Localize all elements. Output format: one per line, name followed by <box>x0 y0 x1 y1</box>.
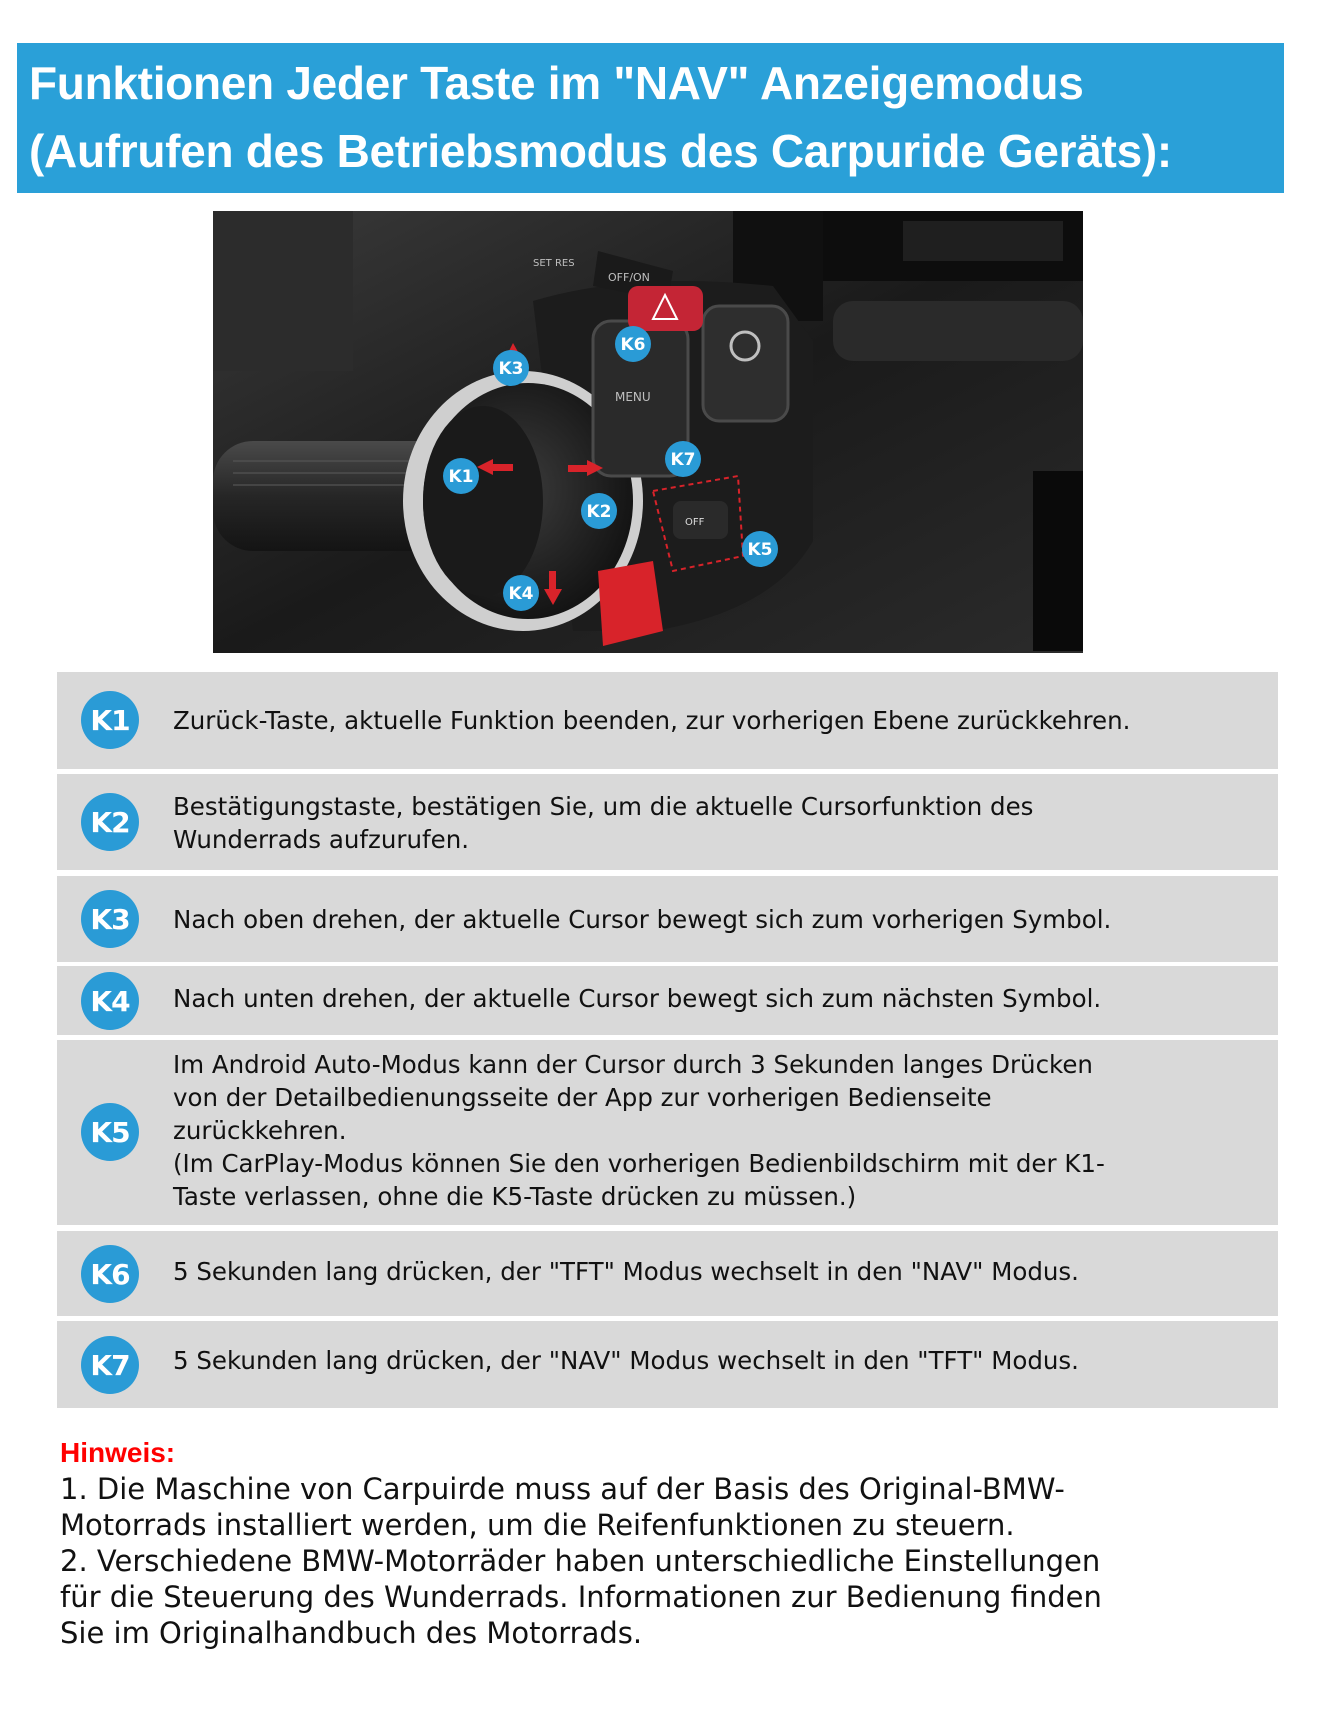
key-description: 5 Sekunden lang drücken, der "NAV" Modus wechselt in den "TFT" Modus. <box>173 1346 1079 1375</box>
note-line: 1. Die Maschine von Carpuirde muss auf der Basis des Original-BMW- <box>60 1472 1065 1506</box>
key-row-k3 <box>57 876 1278 962</box>
note-line: Motorrads installiert werden, um die Reifenfunktionen zu steuern. <box>60 1508 1015 1542</box>
key-description: Im Android Auto-Modus kann der Cursor durch 3 Sekunden langes Drücken von der Detailbedienungsseite der App zur vorherigen Bedienseite zurückkehren. (Im CarPlay-Modus können Sie den vorherigen Bedienbildschirm mit der K1- Taste verlassen, ohne die K5-Taste drücken zu müssen.) <box>173 1050 1105 1211</box>
title-line-1: Funktionen Jeder Taste im "NAV" Anzeigemodus <box>29 57 1084 109</box>
key-badge: K5 <box>81 1103 139 1161</box>
key-description: Nach unten drehen, der aktuelle Cursor bewegt sich zum nächsten Symbol. <box>173 984 1102 1013</box>
photo-label-k4 <box>503 575 539 611</box>
key-row-k2 <box>57 774 1278 870</box>
photo-label-k1-text: K1 <box>448 467 474 487</box>
setres-button-text: SET RES <box>533 258 575 269</box>
note-line: 2. Verschiedene BMW-Motorräder haben unterschiedliche Einstellungen <box>60 1544 1101 1578</box>
photo-label-k4-text: K4 <box>508 584 534 604</box>
photo-label-k5-text: K5 <box>747 540 773 560</box>
photo-label-k3-text: K3 <box>498 359 524 379</box>
offon-button-text: OFF/ON <box>608 271 650 284</box>
photo-label-k6-text: K6 <box>620 335 646 355</box>
title-line-2: (Aufrufen des Betriebsmodus des Carpuride Geräts): <box>29 125 1172 177</box>
key-badge: K6 <box>81 1245 139 1303</box>
photo-label-k2 <box>581 493 617 529</box>
photo-label-k6 <box>615 326 651 362</box>
key-row-k4 <box>57 966 1278 1035</box>
note-line: Sie im Originalhandbuch des Motorrads. <box>60 1616 643 1650</box>
photo-label-k3 <box>493 350 529 386</box>
key-row-k5 <box>57 1040 1278 1225</box>
key-description: Nach oben drehen, der aktuelle Cursor bewegt sich zum vorherigen Symbol. <box>173 905 1112 934</box>
key-description: Zurück-Taste, aktuelle Funktion beenden, zur vorherigen Ebene zurückkehren. <box>173 706 1131 735</box>
note-title: Hinweis: <box>60 1437 176 1468</box>
note-section <box>60 1435 1280 1651</box>
key-badge: K1 <box>81 691 139 749</box>
title-banner <box>17 43 1284 193</box>
handlebar-photo <box>213 211 1083 653</box>
note-line: für die Steuerung des Wunderrads. Informationen zur Bedienung finden <box>60 1580 1102 1614</box>
off-button-text: OFF <box>685 517 705 528</box>
key-row-k6 <box>57 1231 1278 1316</box>
key-description: Bestätigungstaste, bestätigen Sie, um die aktuelle Cursorfunktion des Wunderrads aufzurufen. <box>173 792 1034 854</box>
key-badge: K7 <box>81 1336 139 1394</box>
key-badge: K3 <box>81 890 139 948</box>
photo-label-k1 <box>443 458 479 494</box>
key-description: 5 Sekunden lang drücken, der "TFT" Modus wechselt in den "NAV" Modus. <box>173 1257 1079 1286</box>
photo-label-k7-text: K7 <box>670 450 696 470</box>
photo-label-k2-text: K2 <box>586 502 612 522</box>
key-badge: K2 <box>81 793 139 851</box>
photo-label-k7 <box>665 441 701 477</box>
menu-button-text: MENU <box>615 390 651 404</box>
key-row-k7 <box>57 1321 1278 1408</box>
key-row-k1 <box>57 672 1278 769</box>
key-badge: K4 <box>81 972 139 1030</box>
photo-label-k5 <box>742 531 778 567</box>
